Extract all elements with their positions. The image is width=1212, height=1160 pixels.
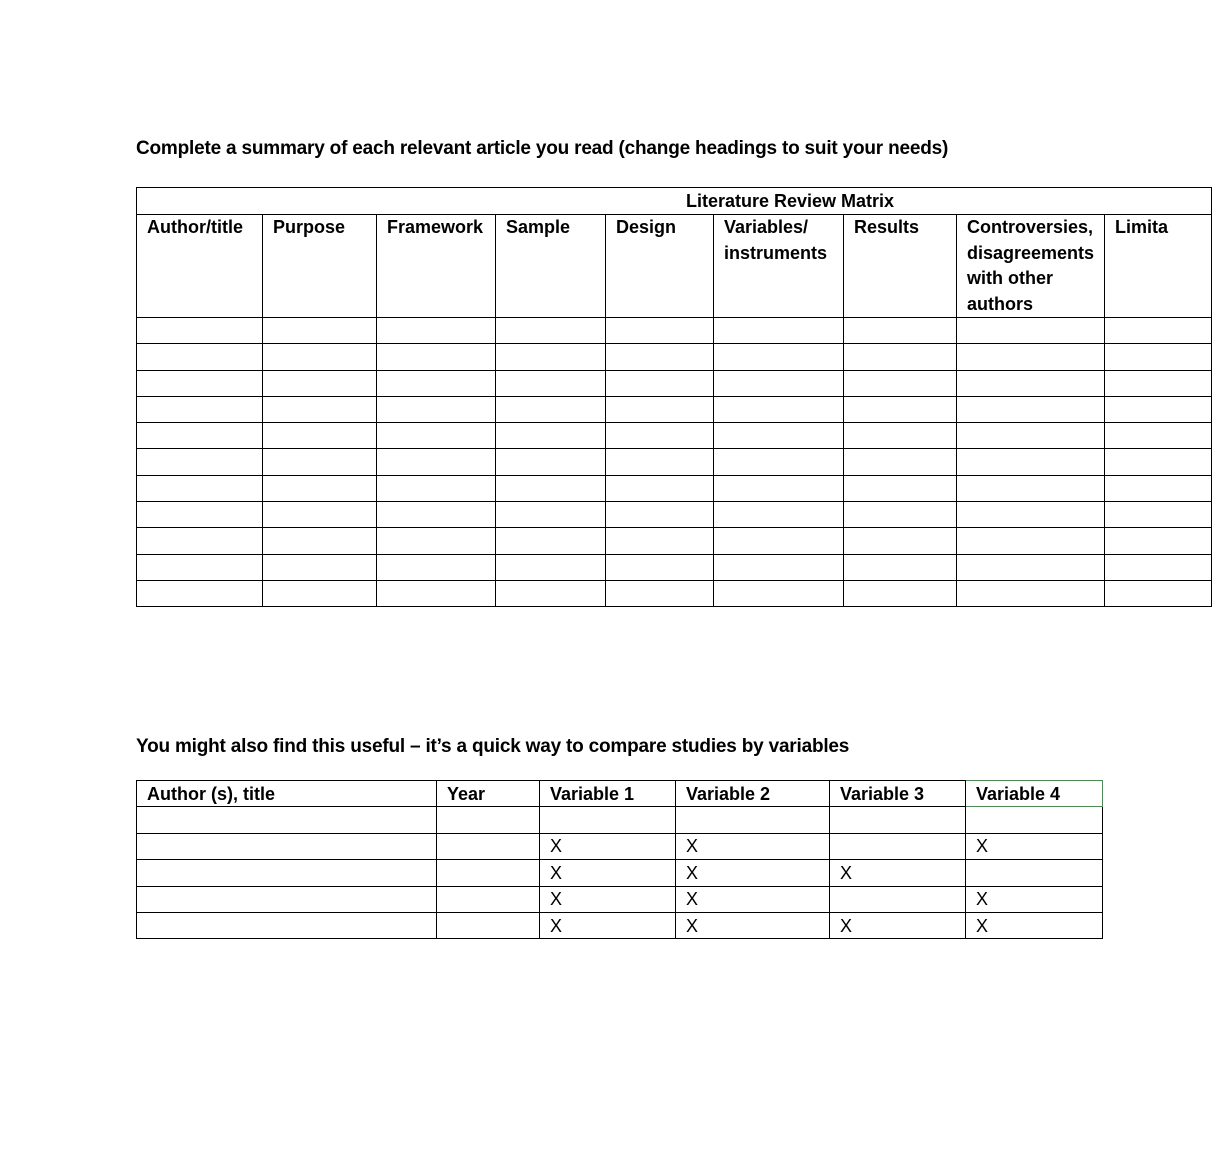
variables-cell[interactable] [437, 860, 540, 886]
variables-cell[interactable]: X [540, 833, 676, 859]
vars-col-variable-3: Variable 3 [830, 781, 966, 807]
matrix-col-variables-instruments: Variables/ instruments [714, 215, 844, 318]
matrix-cell[interactable] [377, 318, 496, 344]
matrix-cell[interactable] [263, 396, 377, 422]
matrix-cell[interactable] [1105, 344, 1212, 370]
variables-comparison-table [136, 780, 1103, 939]
variables-cell[interactable] [137, 886, 437, 912]
matrix-cell[interactable] [1105, 449, 1212, 475]
variables-cell[interactable]: X [830, 860, 966, 886]
matrix-cell[interactable] [844, 370, 957, 396]
matrix-cell[interactable] [377, 396, 496, 422]
variables-cell[interactable] [830, 886, 966, 912]
matrix-cell[interactable] [957, 423, 1105, 449]
matrix-cell[interactable] [714, 344, 844, 370]
matrix-col-purpose: Purpose [263, 215, 377, 318]
variables-cell[interactable]: X [676, 912, 830, 938]
matrix-cell[interactable] [137, 396, 263, 422]
variables-header-row [137, 781, 1103, 807]
matrix-cell[interactable] [263, 554, 377, 580]
matrix-title-cell [137, 188, 1212, 215]
matrix-cell[interactable] [377, 370, 496, 396]
matrix-cell[interactable] [844, 554, 957, 580]
matrix-cell[interactable] [377, 475, 496, 501]
matrix-row [137, 396, 1212, 422]
matrix-cell[interactable] [377, 554, 496, 580]
matrix-row [137, 580, 1212, 606]
variables-cell[interactable]: X [966, 833, 1103, 859]
matrix-row [137, 502, 1212, 528]
matrix-row [137, 554, 1212, 580]
matrix-cell[interactable] [377, 528, 496, 554]
matrix-cell[interactable] [496, 318, 606, 344]
matrix-cell[interactable] [714, 554, 844, 580]
matrix-cell[interactable] [957, 528, 1105, 554]
variables-cell[interactable]: X [676, 833, 830, 859]
matrix-col-results: Results [844, 215, 957, 318]
matrix-row [137, 370, 1212, 396]
matrix-cell[interactable] [377, 502, 496, 528]
matrix-col-sample: Sample [496, 215, 606, 318]
matrix-cell[interactable] [137, 528, 263, 554]
matrix-cell[interactable] [606, 580, 714, 606]
variables-instruction-heading: You might also find this useful – it’s a quick way to compare studies by variables [136, 736, 850, 757]
matrix-col-author-title: Author/title [137, 215, 263, 318]
matrix-cell[interactable] [1105, 318, 1212, 344]
matrix-cell[interactable] [263, 423, 377, 449]
matrix-cell[interactable] [263, 475, 377, 501]
matrix-row [137, 475, 1212, 501]
variables-cell[interactable] [137, 833, 437, 859]
variables-row [137, 860, 1103, 886]
matrix-cell[interactable] [714, 370, 844, 396]
variables-cell[interactable]: X [540, 912, 676, 938]
variables-body [137, 807, 1103, 939]
matrix-cell[interactable] [606, 318, 714, 344]
matrix-cell[interactable] [714, 449, 844, 475]
matrix-cell[interactable] [1105, 580, 1212, 606]
matrix-cell[interactable] [1105, 396, 1212, 422]
variables-cell[interactable]: X [540, 886, 676, 912]
variables-cell[interactable] [966, 860, 1103, 886]
variables-cell[interactable] [437, 886, 540, 912]
matrix-cell[interactable] [137, 423, 263, 449]
vars-col-variable-1: Variable 1 [540, 781, 676, 807]
matrix-cell[interactable] [137, 580, 263, 606]
matrix-cell[interactable] [137, 554, 263, 580]
matrix-col-controversies: Controversies, disagreements with other authors [957, 215, 1105, 318]
matrix-cell[interactable] [263, 502, 377, 528]
matrix-cell[interactable] [844, 580, 957, 606]
variables-cell[interactable] [540, 807, 676, 833]
matrix-cell[interactable] [1105, 528, 1212, 554]
matrix-cell[interactable] [263, 528, 377, 554]
vars-col-year: Year [437, 781, 540, 807]
matrix-cell[interactable] [496, 370, 606, 396]
matrix-cell[interactable] [844, 318, 957, 344]
vars-col-variable-2: Variable 2 [676, 781, 830, 807]
variables-cell[interactable] [966, 807, 1103, 833]
matrix-cell[interactable] [606, 344, 714, 370]
matrix-cell[interactable] [1105, 502, 1212, 528]
variables-row [137, 886, 1103, 912]
matrix-cell[interactable] [844, 396, 957, 422]
matrix-row [137, 528, 1212, 554]
matrix-cell[interactable] [714, 502, 844, 528]
variables-cell[interactable] [676, 807, 830, 833]
matrix-cell[interactable] [714, 580, 844, 606]
variables-cell[interactable]: X [830, 912, 966, 938]
matrix-cell[interactable] [496, 502, 606, 528]
variables-cell[interactable] [437, 912, 540, 938]
matrix-title: Literature Review Matrix [686, 191, 895, 211]
matrix-cell[interactable] [377, 449, 496, 475]
matrix-cell[interactable] [496, 423, 606, 449]
matrix-row [137, 449, 1212, 475]
matrix-cell[interactable] [957, 396, 1105, 422]
matrix-cell[interactable] [1105, 423, 1212, 449]
matrix-cell[interactable] [137, 344, 263, 370]
matrix-cell[interactable] [714, 475, 844, 501]
matrix-cell[interactable] [606, 528, 714, 554]
matrix-cell[interactable] [137, 370, 263, 396]
matrix-cell[interactable] [377, 423, 496, 449]
vars-col-variable-4[interactable]: Variable 4 [966, 781, 1103, 807]
matrix-cell[interactable] [496, 396, 606, 422]
matrix-cell[interactable] [137, 449, 263, 475]
variables-row [137, 912, 1103, 938]
variables-cell[interactable] [437, 833, 540, 859]
matrix-header-row [137, 215, 1212, 318]
matrix-cell[interactable] [263, 318, 377, 344]
matrix-cell[interactable] [957, 318, 1105, 344]
matrix-cell[interactable] [844, 423, 957, 449]
matrix-cell[interactable] [137, 318, 263, 344]
matrix-cell[interactable] [714, 318, 844, 344]
matrix-col-limitations: Limita [1105, 215, 1212, 318]
matrix-cell[interactable] [714, 528, 844, 554]
matrix-cell[interactable] [377, 580, 496, 606]
matrix-cell[interactable] [137, 475, 263, 501]
matrix-cell[interactable] [606, 554, 714, 580]
variables-row [137, 807, 1103, 833]
matrix-cell[interactable] [606, 449, 714, 475]
summary-instruction-heading: Complete a summary of each relevant article you read (change headings to suit your needs) [136, 138, 949, 159]
matrix-cell[interactable] [957, 475, 1105, 501]
matrix-cell[interactable] [496, 554, 606, 580]
variables-cell[interactable]: X [676, 860, 830, 886]
literature-review-matrix-container [136, 187, 1169, 607]
matrix-cell[interactable] [263, 344, 377, 370]
matrix-cell[interactable] [844, 344, 957, 370]
matrix-cell[interactable] [957, 580, 1105, 606]
matrix-cell[interactable] [844, 449, 957, 475]
matrix-cell[interactable] [606, 370, 714, 396]
matrix-cell[interactable] [844, 502, 957, 528]
matrix-cell[interactable] [263, 449, 377, 475]
variables-cell[interactable] [137, 912, 437, 938]
matrix-cell[interactable] [263, 580, 377, 606]
matrix-cell[interactable] [496, 528, 606, 554]
variables-cell[interactable]: X [966, 886, 1103, 912]
vars-col-author-title: Author (s), title [137, 781, 437, 807]
matrix-cell[interactable] [496, 344, 606, 370]
variables-cell[interactable]: X [540, 860, 676, 886]
matrix-cell[interactable] [606, 502, 714, 528]
variables-cell[interactable] [437, 807, 540, 833]
matrix-cell[interactable] [844, 528, 957, 554]
matrix-cell[interactable] [1105, 370, 1212, 396]
matrix-cell[interactable] [377, 344, 496, 370]
variables-cell[interactable] [830, 807, 966, 833]
matrix-col-design: Design [606, 215, 714, 318]
variables-cell[interactable]: X [966, 912, 1103, 938]
matrix-cell[interactable] [606, 475, 714, 501]
matrix-row [137, 318, 1212, 344]
matrix-body [137, 318, 1212, 607]
matrix-cell[interactable] [496, 580, 606, 606]
matrix-cell[interactable] [263, 370, 377, 396]
matrix-cell[interactable] [496, 475, 606, 501]
matrix-cell[interactable] [714, 396, 844, 422]
variables-cell[interactable]: X [676, 886, 830, 912]
matrix-cell[interactable] [1105, 475, 1212, 501]
matrix-cell[interactable] [496, 449, 606, 475]
matrix-cell[interactable] [844, 475, 957, 501]
matrix-cell[interactable] [606, 396, 714, 422]
variables-cell[interactable] [830, 833, 966, 859]
matrix-cell[interactable] [957, 449, 1105, 475]
matrix-row [137, 423, 1212, 449]
matrix-cell[interactable] [606, 423, 714, 449]
matrix-cell[interactable] [957, 554, 1105, 580]
matrix-cell[interactable] [957, 344, 1105, 370]
literature-review-matrix [136, 187, 1212, 607]
matrix-col-framework: Framework [377, 215, 496, 318]
matrix-cell[interactable] [137, 502, 263, 528]
variables-cell[interactable] [137, 860, 437, 886]
matrix-cell[interactable] [714, 423, 844, 449]
variables-cell[interactable] [137, 807, 437, 833]
matrix-cell[interactable] [1105, 554, 1212, 580]
matrix-cell[interactable] [957, 370, 1105, 396]
matrix-cell[interactable] [957, 502, 1105, 528]
variables-row [137, 833, 1103, 859]
matrix-row [137, 344, 1212, 370]
